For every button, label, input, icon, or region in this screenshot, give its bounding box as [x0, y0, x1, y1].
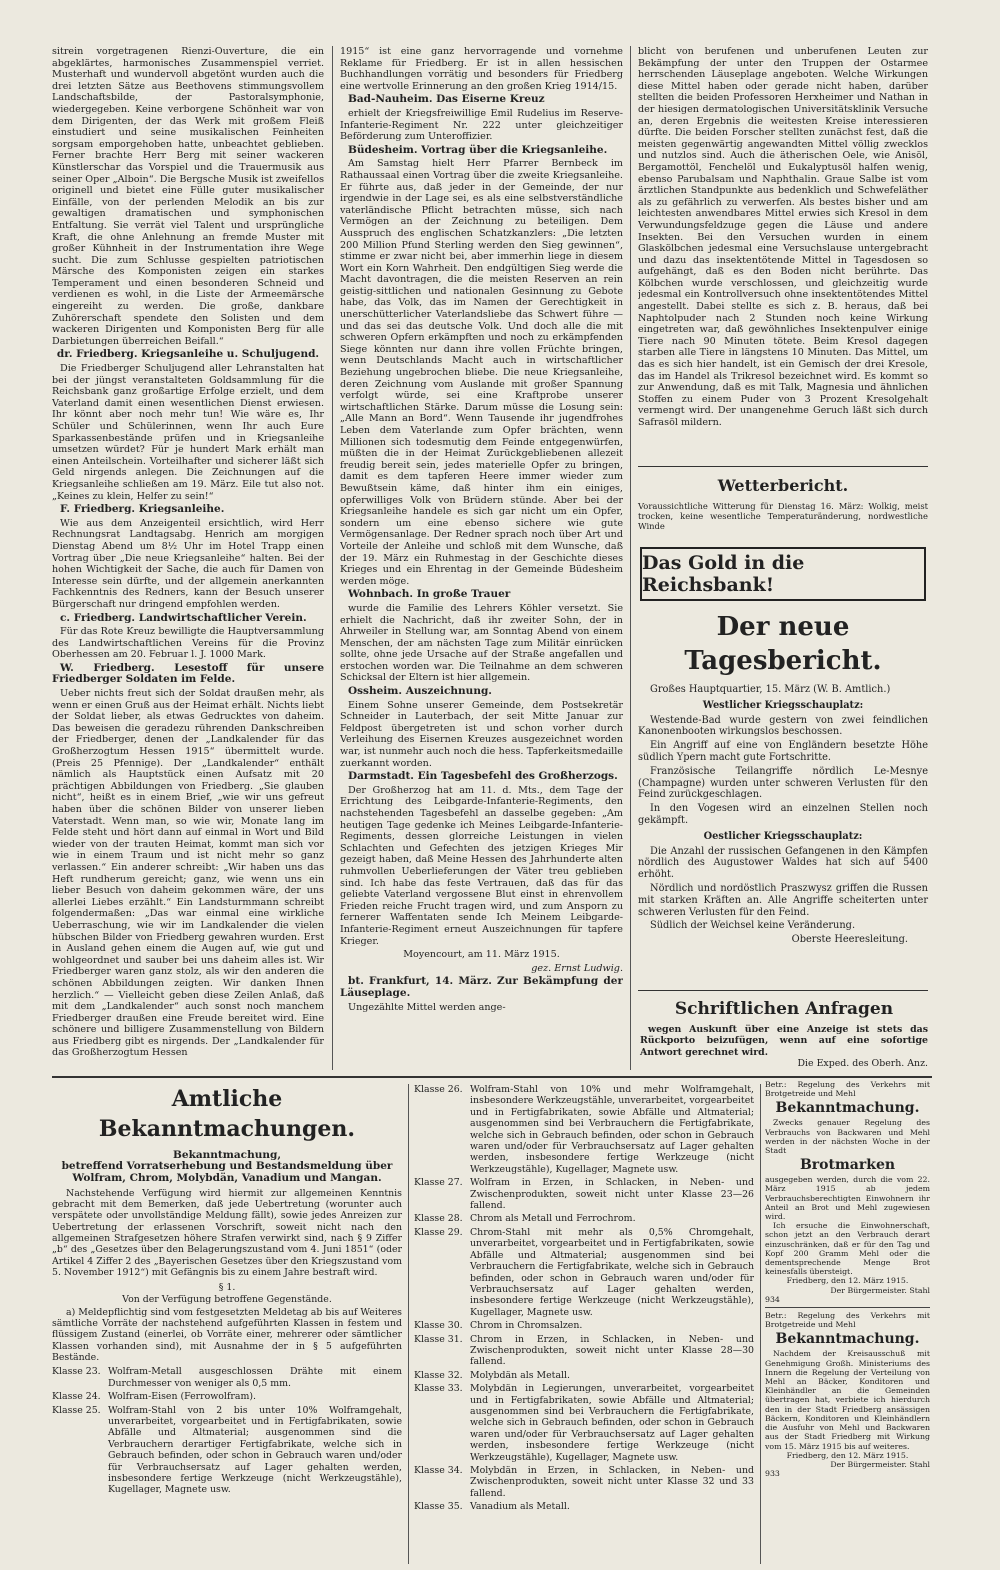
- class-label: Klasse 23.: [52, 1366, 101, 1378]
- headline: bt. Frankfurt, 14. März. Zur Bekämpfung der Läuseplage.: [340, 975, 623, 999]
- class-text: Wolfram-Stahl von 2 bis unter 10% Wolframgehalt, unverarbeitet, vorgearbeitet und in Fertigfabrikaten, sowie Abfälle und Altmaterial; ausgenommen sind die Verbrauchern derartiger Fertigfabrikate, welche sich in Gebrauch befinden, oder schon in Gebrauch waren und/oder für Verbrauchsersatz auf Lager gehalten werden, insbesondere fertige Werkzeuge (nicht Werkzeugstähle), Kugellager, Magnete usw.: [108, 1404, 402, 1496]
- class-entry: [414, 1501, 754, 1512]
- report-text: Ein Angriff auf eine von Engländern besetzte Höhe südlich Ypern macht gute Fortschritte.: [638, 740, 928, 763]
- column-3: [638, 46, 928, 456]
- section-title: Oestlicher Kriegsschauplatz:: [703, 830, 863, 842]
- article-text: Am Samstag hielt Herr Pfarrer Bernbeck im Rathaussaal einen Vortrag über die zweite Kriegsanleihe. Er führte aus, daß jeder in der Gemeinde, der nur irgendwie in der Lage sei, es als eine selbstverständliche vaterländische Pflicht betrachten müsse, sich nach Vermögen an der Zeichnung zu beteiligen. Dem Ausspruch des englischen Schatzkanzlers: „Die letzten 200 Million Pfund Sterling werden den Sieg gewinnen“, stimme er zwar nicht bei, aber immerhin liege in diesem Wort ein Korn Wahrheit. Den endgültigen Sieg werde die Macht davontragen, die die meisten Reserven an rein geistig-sittlichen und nationalen Gesinnung zu Gebote habe, das Volk, das im Namen der Gerechtigkeit in unerschütterlicher Vaterlandsliebe das Schwert führe — und das sei das deutsche Volk. Und doch alle die mit schweren Opfern erkämpften und noch zu erkämpfenden Siege könnten nur dann ihre vollen Früchte bringen, wenn Deutschlands Macht auch in wirtschaftlicher Beziehung ungebrochen bliebe. Die neue Kriegsanleihe, deren Zeichnung vom Auslande mit großer Spannung verfolgt würde, sei eine Kraftprobe unserer wirtschaftlichen Stärke. Darum müsse die Losung sein: „Alle Mann an Bord“. Wenn Tausende ihr jugendfrohes Leben dem Vaterlande zum Opfer brächten, wenn Millionen sich todesmutig dem Feinde entgegenwürfen, müßten die in der Heimat Zurückgebliebenen allezeit freudig bereit sein, jedes materielle Opfer zu bringen, damit es dem tapferen Heere immer wieder zum Bewußtsein käme, daß hinter ihm ein einiges, opferwilliges Volk von Brüdern stünde. Aber bei der Kriegsanleihe handele es sich gar nicht um ein Opfer, sondern um eine ebenso sichere wie gute Vermögensanlage. Der Redner sprach noch über Art und Vorteile der Anleihe und schloß mit dem Wunsche, daß der 19. März ein Ruhmestag in der Geschichte dieses Krieges und ein Ehrentag in der Gemeinde Büdesheim werden möge.: [340, 158, 623, 587]
- article-text: Wie aus dem Anzeigenteil ersichtlich, wird Herr Rechnungsrat Landtagsabg. Henrich am morgigen Dienstag Abend um 8½ Uhr im Hotel Trapp einen Vortrag über „Die neue Kriegsanleihe“ halten. Bei der hohen Wichtigkeit der Sache, die auch für Damen von Interesse sein dürfte, und der allgemein anerkannten Fachkenntnis des Redners, kann der Besuch unserer Bürgerschaft nur dringend empfohlen werden.: [52, 517, 324, 610]
- notice-heading: Bekanntmachung,: [173, 1149, 281, 1161]
- headline: Bad-Nauheim. Das Eiserne Kreuz: [348, 93, 545, 106]
- report-title: Der neue Tagesbericht.: [684, 612, 882, 676]
- headline: F. Friedberg. Kriegsanleihe.: [60, 503, 225, 516]
- notice-signature: Der Bürgermeister. Stahl: [830, 1285, 930, 1295]
- report-signature: Oberste Heeresleitung.: [791, 934, 908, 946]
- class-label: Klasse 31.: [414, 1333, 463, 1345]
- inquiries-text: wegen Auskunft über eine Anzeige ist stets das Rückporto beizufügen, wenn auf eine sofortige Antwort gerechnet wird.: [640, 1024, 928, 1058]
- signature: gez. Ernst Ludwig.: [531, 962, 623, 974]
- class-entry: [52, 1391, 402, 1402]
- class-entry: [414, 1383, 754, 1463]
- class-entry: [414, 1320, 754, 1331]
- official-notices-title: Amtliche Bekanntmachungen.: [98, 1086, 356, 1142]
- headline: W. Friedberg. Lesestoff für unsere Friedberger Soldaten im Felde.: [52, 661, 324, 686]
- class-text: Wolfram in Erzen, in Schlacken, in Neben- und Zwischenprodukten, soweit nicht unter Klasse 23—26 fallend.: [470, 1177, 754, 1212]
- notice-text: Zwecks genauer Regelung des Verbrauchs von Backwaren und Mehl werden in der nächsten Woche in der Stadt: [765, 1118, 930, 1156]
- class-text: Molybdän als Metall.: [470, 1369, 571, 1381]
- column-rule: [408, 1084, 409, 1564]
- notice-number: 933: [765, 1469, 780, 1479]
- article-text: Die Friedberger Schuljugend aller Lehranstalten hat bei der jüngst veranstalteten Goldsammlung für die Reichsbank ganz großartige Erfolge erzielt, und dem Vaterland damit einen wesentlichen Dienst erwiesen. Ihr könnt aber noch mehr tun! Wie wäre es, Ihr Schüler und Schülerinnen, wenn Ihr auch Eure Sparkassenbestände prüfen und in Kriegsanleihe umsetzen würdet? Für je hundert Mark erhält man einen Anteilschein. Vorteilhafter und sicherer läßt sich Geld nirgends anlegen. Die Zeichnungen auf die Kriegsanleihe schließen am 19. März. Eile tut also not. „Keines zu klein, Helfer zu sein!“: [52, 363, 324, 502]
- report-text: Die Anzahl der russischen Gefangenen in den Kämpfen nördlich des Augustower Waldes hat sich auf 5400 erhöht.: [638, 845, 928, 881]
- class-text: Wolfram-Metall ausgeschlossen Drähte mit einem Durchmesser von weniger als 0,5 mm.: [108, 1366, 402, 1389]
- inquiries-title: Schriftlichen Anfragen: [674, 999, 894, 1019]
- headline: Darmstadt. Ein Tagesbefehl des Großherzogs.: [348, 770, 618, 783]
- class-list: [414, 1084, 754, 1564]
- class-entry: [414, 1177, 754, 1211]
- article-text: Einem Sohne unserer Gemeinde, dem Postsekretär Schneider in Lauterbach, der seit Mitte Januar zur Feldpost übergetreten ist und schon vorher durch Verleihung des Eisernen Kreuzes ausgezeichnet worden war, ist nunmehr auch noch die hess. Tapferkeitsmedaille zuerkannt worden.: [340, 699, 623, 769]
- class-entry: [52, 1405, 402, 1496]
- class-label: Klasse 27.: [414, 1177, 463, 1189]
- class-entry: [52, 1366, 402, 1389]
- column-1: [52, 46, 324, 1062]
- class-entry: [414, 1084, 754, 1175]
- class-text: Wolfram-Stahl von 10% und mehr Wolframgehalt, insbesondere Werkzeugstähle, unverarbeitet, vorgearbeitet und in Fertigfabrikaten, sowie Abfälle und Altmaterial; ausgenommen sind bei Verbrauchern die Fertigfabrikate, welche sich in Gebrauch befinden, oder schon in Gebrauch waren und/oder für Verbrauchsersatz auf Lager gehalten werden, insbesondere fertige Werkzeuge (nicht Werkzeugstähle), Kugellager, Magnete usw.: [470, 1084, 754, 1175]
- report-dateline: Großes Hauptquartier, 15. März (W. B. Amtlich.): [650, 684, 891, 695]
- notice-signature: Der Bürgermeister. Stahl: [830, 1459, 930, 1469]
- section-rule: [52, 1076, 932, 1078]
- official-notices: [52, 1084, 402, 1564]
- notice-text: Ich ersuche die Einwohnerschaft, schon jetzt an den Verbrauch derart einzuschränken, daß er für den Tag und Kopf 200 Gramm Mehl oder die dementsprechende Menge Brot keinesfalls übersteigt.: [765, 1221, 930, 1277]
- article-text: blicht von berufenen und unberufenen Leuten zur Bekämpfung der unter den Truppen der Ostarmee herrschenden Läuseplage angeboten. Welche Wirkungen diese Mittel haben oder gerade nicht haben, darüber stellten die beiden Professoren Herxheimer und Nathan in der hiesigen dermatologischen Universitätsklinik Versuche an, deren Ergebnis die weitesten Kreise interessieren dürfte. Die beiden Forscher stellten zunächst fest, daß die meisten gegenwärtig angewandten Mittel völlig zwecklos und nutzlos sind. Auch die ätherischen Oele, wie Anisöl, Bergamottöl, Fenchelöl und Eukalyptusöl halfen wenig, ebenso Parubalsam und Naphthalin. Graue Salbe ist vom ärztlichen Standpunkte aus bedenklich und Schwefeläther als zu gefährlich zu verwerfen. Als bestes bisher und am leichtesten anwendbares Mittel erwies sich Kresol in dem Verwundungsfeldzuge gegen die Läuse und andere Insekten. Bei den Versuchen wurden in einem Glaskölbchen jedesmal eine Versuchslause untergebracht und dazu das insektentötende Mittel in Tagesdosen so aufgehängt, daß es den Boden nicht berührte. Das Kölbchen wurde verschlossen, und gleichzeitig wurde jedesmal ein Kontrollversuch ohne insektentötendes Mittel angestellt. Dabei stellte es sich z. B. heraus, daß bei Naphtolpuder nach 2 Stunden noch keine Wirkung eingetreten war, daß gewöhnliches Insektenpulver einige Tiere nach 90 Minuten tötete. Beim Kresol dagegen starben alle Tiere in längstens 10 Minuten. Das Mittel, um das es sich hier handelt, ist ein Gemisch der drei Kresole, das im Handel als Trikresol bezeichnet wird. Es kommt so zur Anwendung, daß es mit Talk, Magnesia und ähnlichen Stoffen zu einem Puder von 3 Prozent Kresolgehalt vermengt wird. Der unangenehme Geruch läßt sich durch Safrasöl mildern.: [638, 46, 928, 428]
- class-text: Molybdän in Legierungen, unverarbeitet, vorgearbeitet und in Fertigfabrikaten, sowie Abfälle und Altmaterial; ausgenommen sind bei Verbrauchern die Fertigfabrikate, welche sich in Gebrauch befinden, oder schon in Gebrauch waren und/oder für Verbrauchsersatz auf Lager gehalten werden, insbesondere fertige Werkzeuge (nicht Werkzeugstähle), Kugellager, Magnete usw.: [470, 1383, 754, 1463]
- report-text: Südlich der Weichsel keine Veränderung.: [650, 920, 856, 932]
- class-label: Klasse 25.: [52, 1404, 101, 1416]
- notice-text: ausgegeben werden, durch die vom 22. März 1915 ab jedem Verbrauchsberechtigten Einwohnern ihr Anteil an Brot und Mehl zugewiesen wird.: [765, 1175, 930, 1222]
- article-text: Für das Rote Kreuz bewilligte die Hauptversammlung des Landwirtschaftlichen Vereins für die Provinz Oberhessen am 20. Februar l. J. 1000 Mark.: [52, 626, 324, 661]
- notice-title: Bekanntmachung.: [775, 1100, 920, 1117]
- column-rule: [760, 1084, 761, 1564]
- section-title: Von der Verfügung betroffene Gegenstände.: [122, 1293, 332, 1305]
- weather-title: Wetterbericht.: [717, 476, 849, 495]
- notice-date: Friedberg, den 12. März 1915.: [786, 1276, 909, 1286]
- class-text: Chrom-Stahl mit mehr als 0,5% Chromgehalt, unverarbeitet, vorgearbeitet und in Fertigfabrikaten, sowie Abfälle und Altmaterial; ausgenommen sind bei Verbrauchern die Fertigfabrikate, welche sich in Gebrauch befinden, oder schon in Gebrauch waren und/oder für Verbrauchsersatz auf Lager gehalten werden, insbesondere fertige Werkzeuge (nicht Werkzeugstähle), Kugellager, Magnete usw.: [470, 1226, 754, 1318]
- class-text: Vanadium als Metall.: [470, 1501, 570, 1513]
- article-text: Der Großherzog hat am 11. d. Mts., dem Tage der Errichtung des Leibgarde-Infanterie-Regiments, den nachstehenden Tagesbefehl an dasselbe gegeben: „Am heutigen Tage gedenke ich Meines Leibgarde-Infanterie-Regiments, dessen glorreiche Leistungen in vielen Schlachten und Gefechten des jetzigen Krieges Mir gezeigt haben, daß Meine Hessen des Jahrhunderte alten ruhmvollen Ueberlieferungen der Väter treu geblieben sind. Ich habe das feste Vertrauen, daß das für das geliebte Vaterland vergossene Blut einst in ehrenvollem Frieden reiche Frucht tragen wird, und zum Ansporn zu fernerer Waffentaten sende Ich Meinem Leibgarde-Infanterie-Regiment erneut Auszeichnungen für tapfere Krieger.: [340, 784, 623, 947]
- class-label: Klasse 29.: [414, 1226, 463, 1238]
- notice-title: Bekanntmachung.: [775, 1331, 920, 1348]
- class-text: Molybdän in Erzen, in Schlacken, in Neben- und Zwischenprodukten, soweit nicht unter Klasse 32 und 33 fallend.: [470, 1465, 754, 1499]
- notice-subject: Betr.: Regelung des Verkehrs mit Brotgetreide und Mehl: [765, 1080, 930, 1099]
- class-text: Chrom in Erzen, in Schlacken, in Neben- und Zwischenprodukten, soweit nicht unter Klasse 28—30 fallend.: [470, 1333, 754, 1368]
- weather-report: [638, 476, 928, 531]
- class-label: Klasse 35.: [414, 1501, 463, 1513]
- class-label: Klasse 30.: [414, 1320, 463, 1332]
- weather-text: Voraussichtliche Witterung für Dienstag 16. März: Wolkig, meist trocken, keine wesentliche Temperaturänderung, nordwestliche Winde: [638, 501, 928, 531]
- class-text: Wolfram-Eisen (Ferrowolfram).: [108, 1391, 256, 1403]
- article-text: erhielt der Kriegsfreiwillige Emil Rudelius im Reserve-Infanterie-Regiment Nr. 222 unter gleichzeitiger Beförderung zum Unteroffizier.: [340, 107, 623, 143]
- notice-subject: Betr.: Regelung des Verkehrs mit Brotgetreide und Mehl: [765, 1311, 930, 1330]
- divider: [765, 1307, 930, 1308]
- divider: [638, 990, 928, 991]
- notice-text: Nachstehende Verfügung wird hiermit zur allgemeinen Kenntnis gebracht mit dem Bemerken, daß jede Uebertretung (worunter auch verspätete oder unvollständige Meldung fällt), sowie jedes Anreizen zur Uebertretung der erlassenen Vorschrift, soweit nicht nach den allgemeinen Strafgesetzen höhere Strafen verwirkt sind, nach § 9 Ziffer „b“ des „Gesetzes über den Belagerungszustand vom 4. Juni 1851“ (oder Artikel 4 Ziffer 2 des „Bayerischen Gesetzes über den Kriegszustand vom 5. November 1912“) mit Gefängnis bis zu einem Jahre bestraft wird.: [52, 1187, 402, 1278]
- section-title: Westlicher Kriegsschauplatz:: [702, 699, 864, 711]
- gold-banner: [640, 547, 926, 601]
- class-label: Klasse 33.: [414, 1383, 463, 1395]
- report-text: In den Vogesen wird an einzelnen Stellen noch gekämpft.: [638, 803, 928, 826]
- class-text: Chrom als Metall und Ferrochrom.: [470, 1213, 636, 1225]
- article-text: sitrein vorgetragenen Rienzi-Ouverture, die ein abgeklärtes, harmonisches Zusammenspiel verriet. Musterhaft und wundervoll abgetönt wurden auch die drei letzten Sätze aus Beethovens stimmungsvollem Landschaftsbilde, der Pastoralsymphonie, wiedergegeben. Keine verborgene Schönheit war von dem Dirigenten, der das Werk mit großem Fleiß einstudiert und seine musikalischen Feinheiten sorgsam emporgehoben hatte, unbeachtet geblieben. Ferner brachte Herr Berg mit seiner wackeren Künstlerschar das Vorspiel und die Trauermusik aus seiner Oper „Alboin“. Die Bergsche Musik ist zweifellos originell und bietet eine Fülle guter musikalischer Einfälle, von der perlenden Melodik an bis zur gewaltigen dramatischen und symphonischen Entfaltung. Sie verrät viel Talent und ursprüngliche Kraft, die ohne Anlehnung an fremde Muster mit großer Kühnheit in der Instrumentation ihre Wege sucht. Die zum Schlusse gespielten patriotischen Märsche des Komponisten zeigen ein starkes Temperament und einen besonderen Schneid und verdienen es wohl, in die Liste der Armeemärsche eingereiht zu werden. Die große, dankbare Zuhörerschaft spendete den Solisten und dem wackeren Dirigenten und Komponisten Berg für alle Darbietungen überreichen Beifall.“: [52, 46, 324, 347]
- report-text: Nördlich und nordöstlich Praszwysz griffen die Russen mit starken Kräften an. Alle Angriffe scheiterten unter schweren Verlusten für den Feind.: [638, 882, 928, 918]
- column-rule: [332, 46, 333, 1070]
- class-entry: [414, 1213, 754, 1224]
- class-entry: [414, 1334, 754, 1368]
- headline: dr. Friedberg. Kriegsanleihe u. Schuljugend.: [56, 348, 320, 361]
- headline: Wohnbach. In große Trauer: [348, 588, 511, 601]
- class-label: Klasse 32.: [414, 1369, 463, 1381]
- class-entry: [414, 1227, 754, 1318]
- column-2: [340, 46, 623, 1072]
- headline: Büdesheim. Vortrag über die Kriegsanleihe.: [348, 143, 608, 156]
- headline: Ossheim. Auszeichnung.: [348, 685, 492, 698]
- class-label: Klasse 28.: [414, 1213, 463, 1225]
- class-entry: [414, 1370, 754, 1381]
- dateline: Moyencourt, am 11. März 1915.: [403, 949, 560, 961]
- class-entry: [414, 1465, 754, 1499]
- divider: [638, 466, 928, 467]
- report-text: Französische Teilangriffe nördlich Le-Mesnye (Champagne) wurden unter schweren Verlusten für den Feind zurückgeschlagen.: [638, 765, 928, 801]
- inquiries-notice: [640, 998, 928, 1070]
- class-text: Chrom in Chromsalzen.: [470, 1320, 583, 1332]
- article-text: wurde die Familie des Lehrers Köhler versetzt. Sie erhielt die Nachricht, daß ihr zweiter Sohn, der in Ahrweiler in Stellung war, am Sonntag Abend von einem Menschen, der am nächsten Tage zum Militär einrücken sollte, ohne jede Ursache auf der Straße angefallen und erstochen worden war. Die Teilnahme an dem schweren Schicksal der Eltern ist hier allgemein.: [340, 602, 623, 684]
- bread-cards-title: Brotmarken: [799, 1157, 896, 1174]
- inquiries-signature: Die Exped. des Oberh. Anz.: [797, 1058, 928, 1070]
- notice-text: a) Meldepflichtig sind vom festgesetzten Meldetag ab bis auf Weiteres sämtliche Vorräte der nachstehend aufgeführten Klassen in festem und flüssigem Zustand (einerlei, ob Vorräte einer, mehrerer oder sämtlicher Klassen vorhanden sind), mit Ausnahme der in § 5 aufgeführten Bestände.: [52, 1306, 402, 1364]
- article-text: Ungezählte Mittel werden ange-: [348, 1001, 506, 1013]
- notice-subheading: betreffend Vorratserhebung und Bestandsmeldung über Wolfram, Chrom, Molybdän, Vanadium und Mangan.: [61, 1160, 393, 1184]
- class-label: Klasse 26.: [414, 1084, 463, 1095]
- article-text: Ueber nichts freut sich der Soldat draußen mehr, als wenn er einen Gruß aus der Heimat erhält. Nichts liebt der Soldat lieber, als etwas Gedrucktes von daheim. Das beweisen die geradezu rührenden Dankschreiben der Friedberger, denen der „Landkalender für das Großherzogtum Hessen 1915“ übermittelt wurde. (Preis 25 Pfennige). Der „Landkalender“ enthält nämlich als Hauptstück einen Aufsatz mit 20 prächtigen Abbildungen von Friedberg. „Sie glauben nicht“, heißt es in einem Brief, „wie wir uns gefreut haben über die schönen Bilder von unserer lieben Vaterstadt. Wenn man, so wie wir, Monate lang im Felde steht und hört dann auf einmal in Wort und Bild wieder von der trauten Heimat, kommt man sich vor wie in einem Traum und ist nicht mehr so ganz verlassen.“ Ein anderer schreibt: „Wir haben uns das Heft rundherum gereicht; ganz, wie wenn uns ein lieber Besuch von daheim gekommen wäre, der uns allerlei Liebes erzählt.“ Ein Landsturmmann schreibt folgendermaßen: „Das war einmal eine wirkliche Ueberraschung, wie wir im Landkalender die vielen hübschen Bilder von Friedberg gewahren wurden. Erst in Ausland gehen einem die Augen auf, wie gut und wohlgeordnet und sauber bei uns daheim alles ist. Wir Friedberger waren ganz stolz, als wir den anderen die schönen Abbildungen zeigten. Wir danken Ihnen herzlich.“ — Vielleicht geben diese Zeilen Anlaß, daß mit dem „Landkalender“ auch sonst noch manchem Friedberger draußen eine Freude bereitet wird. Eine schönere und billigere Zusammenstellung von Bildern aus Friedberg gibt es nirgends. Der „Landkalender für das Großherzogtum Hessen: [52, 688, 324, 1059]
- section-number: § 1.: [218, 1282, 236, 1294]
- class-label: Klasse 24.: [52, 1391, 101, 1403]
- notice-text: Nachdem der Kreisausschuß mit Genehmigung Großh. Ministeriums des Innern die Regelung der Verteilung von Mehl an Bäcker, Konditoren und Kleinhändler an die Gemeinden übertragen hat, verbiete ich hierdurch den in der Stadt Friedberg ansässigen Bäckern, Konditoren und Kleinhändlern die Ausfuhr von Mehl und Backwaren aus der Stadt Friedberg mit Wirkung vom 15. März 1915 bis auf weiteres.: [765, 1349, 930, 1451]
- column-rule: [630, 46, 631, 1070]
- class-label: Klasse 34.: [414, 1465, 463, 1476]
- town-notices: [765, 1080, 930, 1566]
- notice-number: 934: [765, 1294, 780, 1304]
- gold-banner-text: Das Gold in die Reichsbank!: [642, 552, 805, 596]
- headline: c. Friedberg. Landwirtschaftlicher Verein.: [60, 611, 307, 624]
- notice-date: Friedberg, den 12. März 1915.: [786, 1450, 909, 1460]
- report-text: Westende-Bad wurde gestern von zwei feindlichen Kanonenbooten wirkungslos beschossen.: [638, 714, 928, 738]
- article-text: 1915“ ist eine ganz hervorragende und vornehme Reklame für Friedberg. Er ist in allen hessischen Buchhandlungen vorrätig und besonders für Friedberg eine wertvolle Erinnerung an den großen Krieg 1914/15.: [340, 46, 623, 92]
- daily-report: [638, 610, 928, 946]
